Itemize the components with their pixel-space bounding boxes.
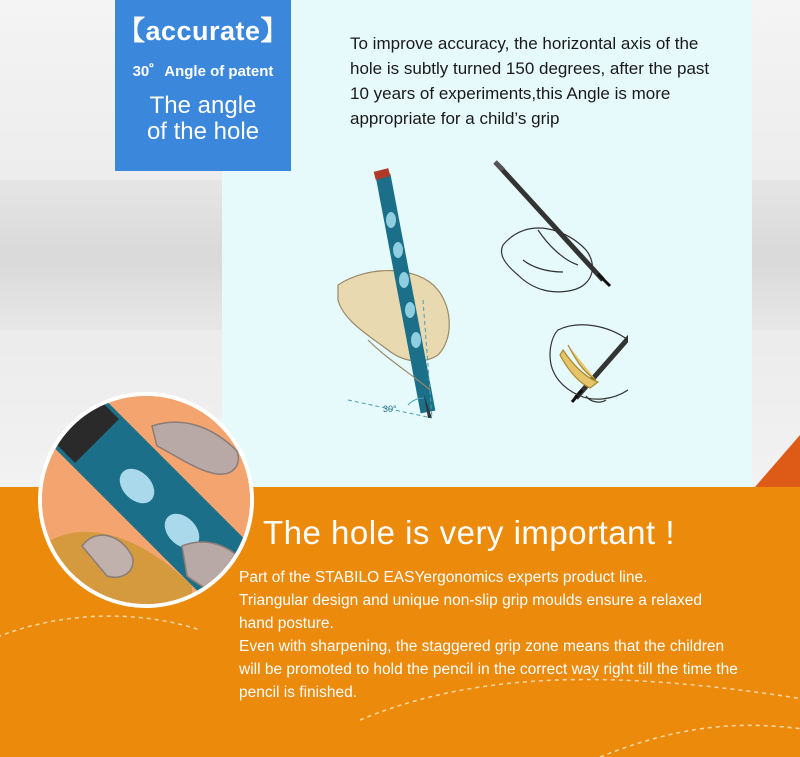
accurate-badge bbox=[115, 0, 291, 171]
hand-sketch-bottom bbox=[550, 270, 628, 402]
badge-title: 【accurate】 bbox=[117, 16, 289, 46]
feature-headline: The hole is very important ! bbox=[263, 514, 675, 551]
intro-line: To improve accuracy, the horizontal axis of the bbox=[350, 34, 699, 53]
hand-pencil-illustration bbox=[338, 170, 449, 418]
intro-line: 10 years of experiments,this Angle is more bbox=[350, 84, 671, 103]
accent-triangle bbox=[755, 435, 800, 487]
feature-line: Even with sharpening, the staggered grip zone means that the children bbox=[239, 638, 725, 655]
intro-line: appropriate for a child’s grip bbox=[350, 109, 560, 128]
intro-line: hole is subtly turned 150 degrees, after the past bbox=[350, 59, 710, 78]
feature-line: hand posture. bbox=[239, 615, 334, 632]
feature-line: pencil is finished. bbox=[239, 684, 358, 701]
feature-line: Triangular design and unique non-slip grip moulds ensure a relaxed bbox=[239, 592, 702, 609]
intro-text bbox=[350, 31, 780, 131]
feature-line: Part of the STABILO EASYergonomics experts product line. bbox=[239, 569, 648, 586]
feature-line: will be promoted to hold the pencil in the correct way right till the time the bbox=[239, 661, 738, 678]
pencil-closeup-image bbox=[38, 392, 254, 608]
badge-subtitle: 30゜Angle of patent bbox=[132, 63, 274, 80]
feature-body bbox=[239, 566, 794, 704]
hand-sketch-top bbox=[495, 162, 610, 292]
badge-caption: The angle of the hole bbox=[146, 92, 260, 145]
angle-label: 30° bbox=[383, 404, 397, 414]
grip-illustration bbox=[328, 150, 628, 450]
